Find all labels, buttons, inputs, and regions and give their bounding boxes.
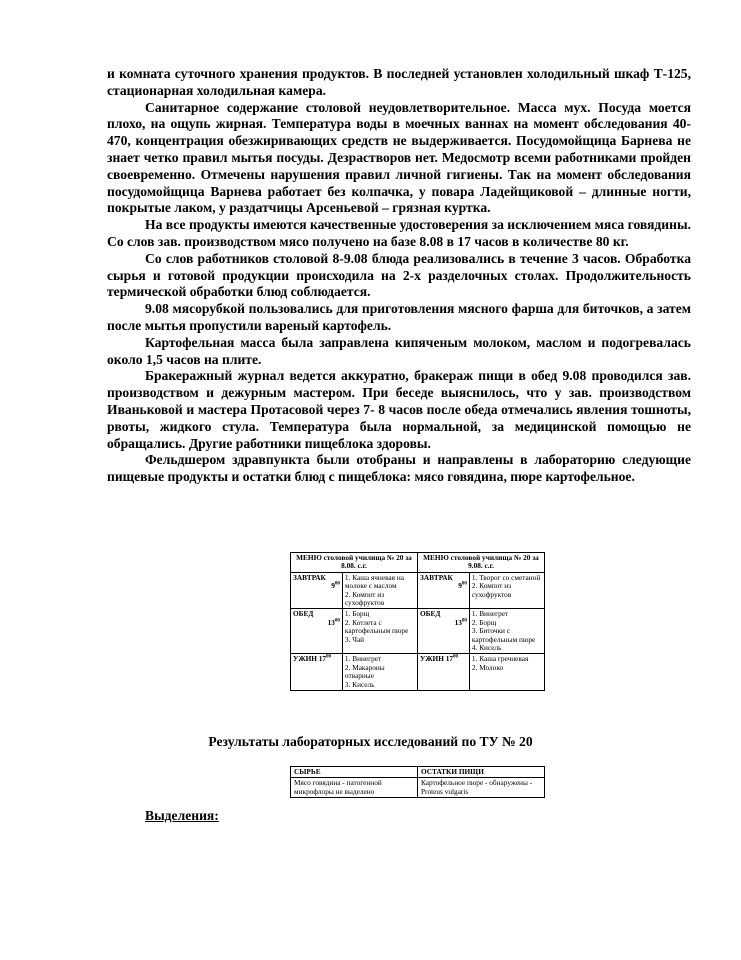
secretions-heading: Выделения: — [145, 808, 219, 823]
day1-dishes: 1. Винегрет 2. Макароны отварные 3. Кисель — [342, 654, 417, 691]
meal-label: ОБЕД $13^{00}$ — [291, 609, 343, 654]
meal-label: ОБЕД $13^{00}$ — [417, 609, 469, 654]
paragraph-5: 9.08 мясорубкой пользовались для приготовления мясного фарша для биточков, а затем после мытья пропустили вареный картофель. — [107, 301, 691, 333]
paragraph-8: Фельдшером здравпункта были отобраны и направлены в лабораторию следующие пищевые продукты и остатки блюд с пищеблока: мясо говядина, пюре картофельное. — [107, 452, 691, 485]
document-body — [107, 66, 691, 486]
day1-dishes: 1. Каша ячневая на молоке с маслом 2. Компот из сухофруктов — [342, 572, 417, 609]
day2-dishes: 1. Винегрет 2. Борщ 3. Биточки с картофельным пюре 4. Кисель — [469, 609, 544, 654]
menu-header-day1: МЕНЮ столовой училища № 20 за 8.08. с.г. — [291, 553, 418, 573]
menu-row-lunch — [291, 609, 545, 654]
lab-results-table — [290, 766, 545, 798]
results-header-raw: СЫРЬЕ — [291, 767, 418, 778]
paragraph-4: Со слов работников столовой 8-9.08 блюда реализовались в течение 3 часов. Обработка сырья и готовой продукции происходила на 2-х разделочных столах. Продолжительность термической обработки блюд соблюдается. — [107, 250, 691, 300]
paragraph-7: Бракеражный журнал ведется аккуратно, бракераж пищи в обед 9.08 проводился зав. производством и дежурным мастером. При беседе выяснилось, что у зав. производством Иваньковой и мастера Протасовой через 7- 8 часов после обеда отмечались явления тошноты, рвоты, жидкого стула. Температура была нормальной, за медицинской помощью не обращались. Другие работники пищеблока здоровы. — [107, 368, 691, 451]
results-leftovers-value: Картофельное пюре - обнаружены - Proteus vulgaris — [418, 778, 545, 798]
meal-label: ЗАВТРАК $9^{00}$ — [417, 572, 469, 609]
menu-row-breakfast — [291, 572, 545, 609]
lab-results-title: Результаты лабораторных исследований по ТУ № 20 — [208, 734, 533, 749]
paragraph-6: Картофельная масса была заправлена кипяченым молоком, маслом и подогревалась около 1,5 часов на плите. — [107, 334, 691, 367]
paragraph-3: На все продукты имеются качественные удостоверения за исключением мяса говядины. Со слов зав. производством мясо получено на базе 8.08 в 17 часов в количестве 80 кг. — [107, 217, 691, 249]
menu-row-dinner — [291, 654, 545, 691]
menu-table — [290, 552, 545, 691]
day2-dishes: 1. Каша гречневая 2. Молоко — [469, 654, 544, 691]
paragraph-1: и комната суточного хранения продуктов. В последней установлен холодильный шкаф Т-125, стационарная холодильная камера. — [107, 66, 691, 98]
day1-dishes: 1. Борщ 2. Котлета с картофельным пюре 3. Чай — [342, 609, 417, 654]
meal-label: УЖИН $17^{00}$ — [417, 654, 469, 691]
results-raw-value: Мясо говядина - патогенной микрофлоры не выделено — [291, 778, 418, 798]
menu-header-day2: МЕНЮ столовой училища № 20 за 9.08. с.г. — [417, 553, 544, 573]
day2-dishes: 1. Творог со сметаной 2. Компот из сухофруктов — [469, 572, 544, 609]
results-header-leftovers: ОСТАТКИ ПИЩИ — [418, 767, 545, 778]
paragraph-2: Санитарное содержание столовой неудовлетворительное. Масса мух. Посуда моется плохо, на ощупь жирная. Температура воды в моечных ваннах на момент обследования 40-470, концентрация обезжиривающих средств не выдерживается. Посудомойщица Барнева не знает четко правил мытья посуды. Дезрастворов нет. Медосмотр всеми работниками пройден своевременно. Отмечены нарушения правил личной гигиены. Так на момент обследования посудомойщица Варнева работает без колпачка, у повара Ладейщиковой – длинные ногти, покрытые лаком, у раздатчицы Арсеньевой – грязная куртка. — [107, 99, 691, 216]
meal-label: УЖИН $17^{00}$ — [291, 654, 343, 691]
meal-label: ЗАВТРАК $9^{00}$ — [291, 572, 343, 609]
